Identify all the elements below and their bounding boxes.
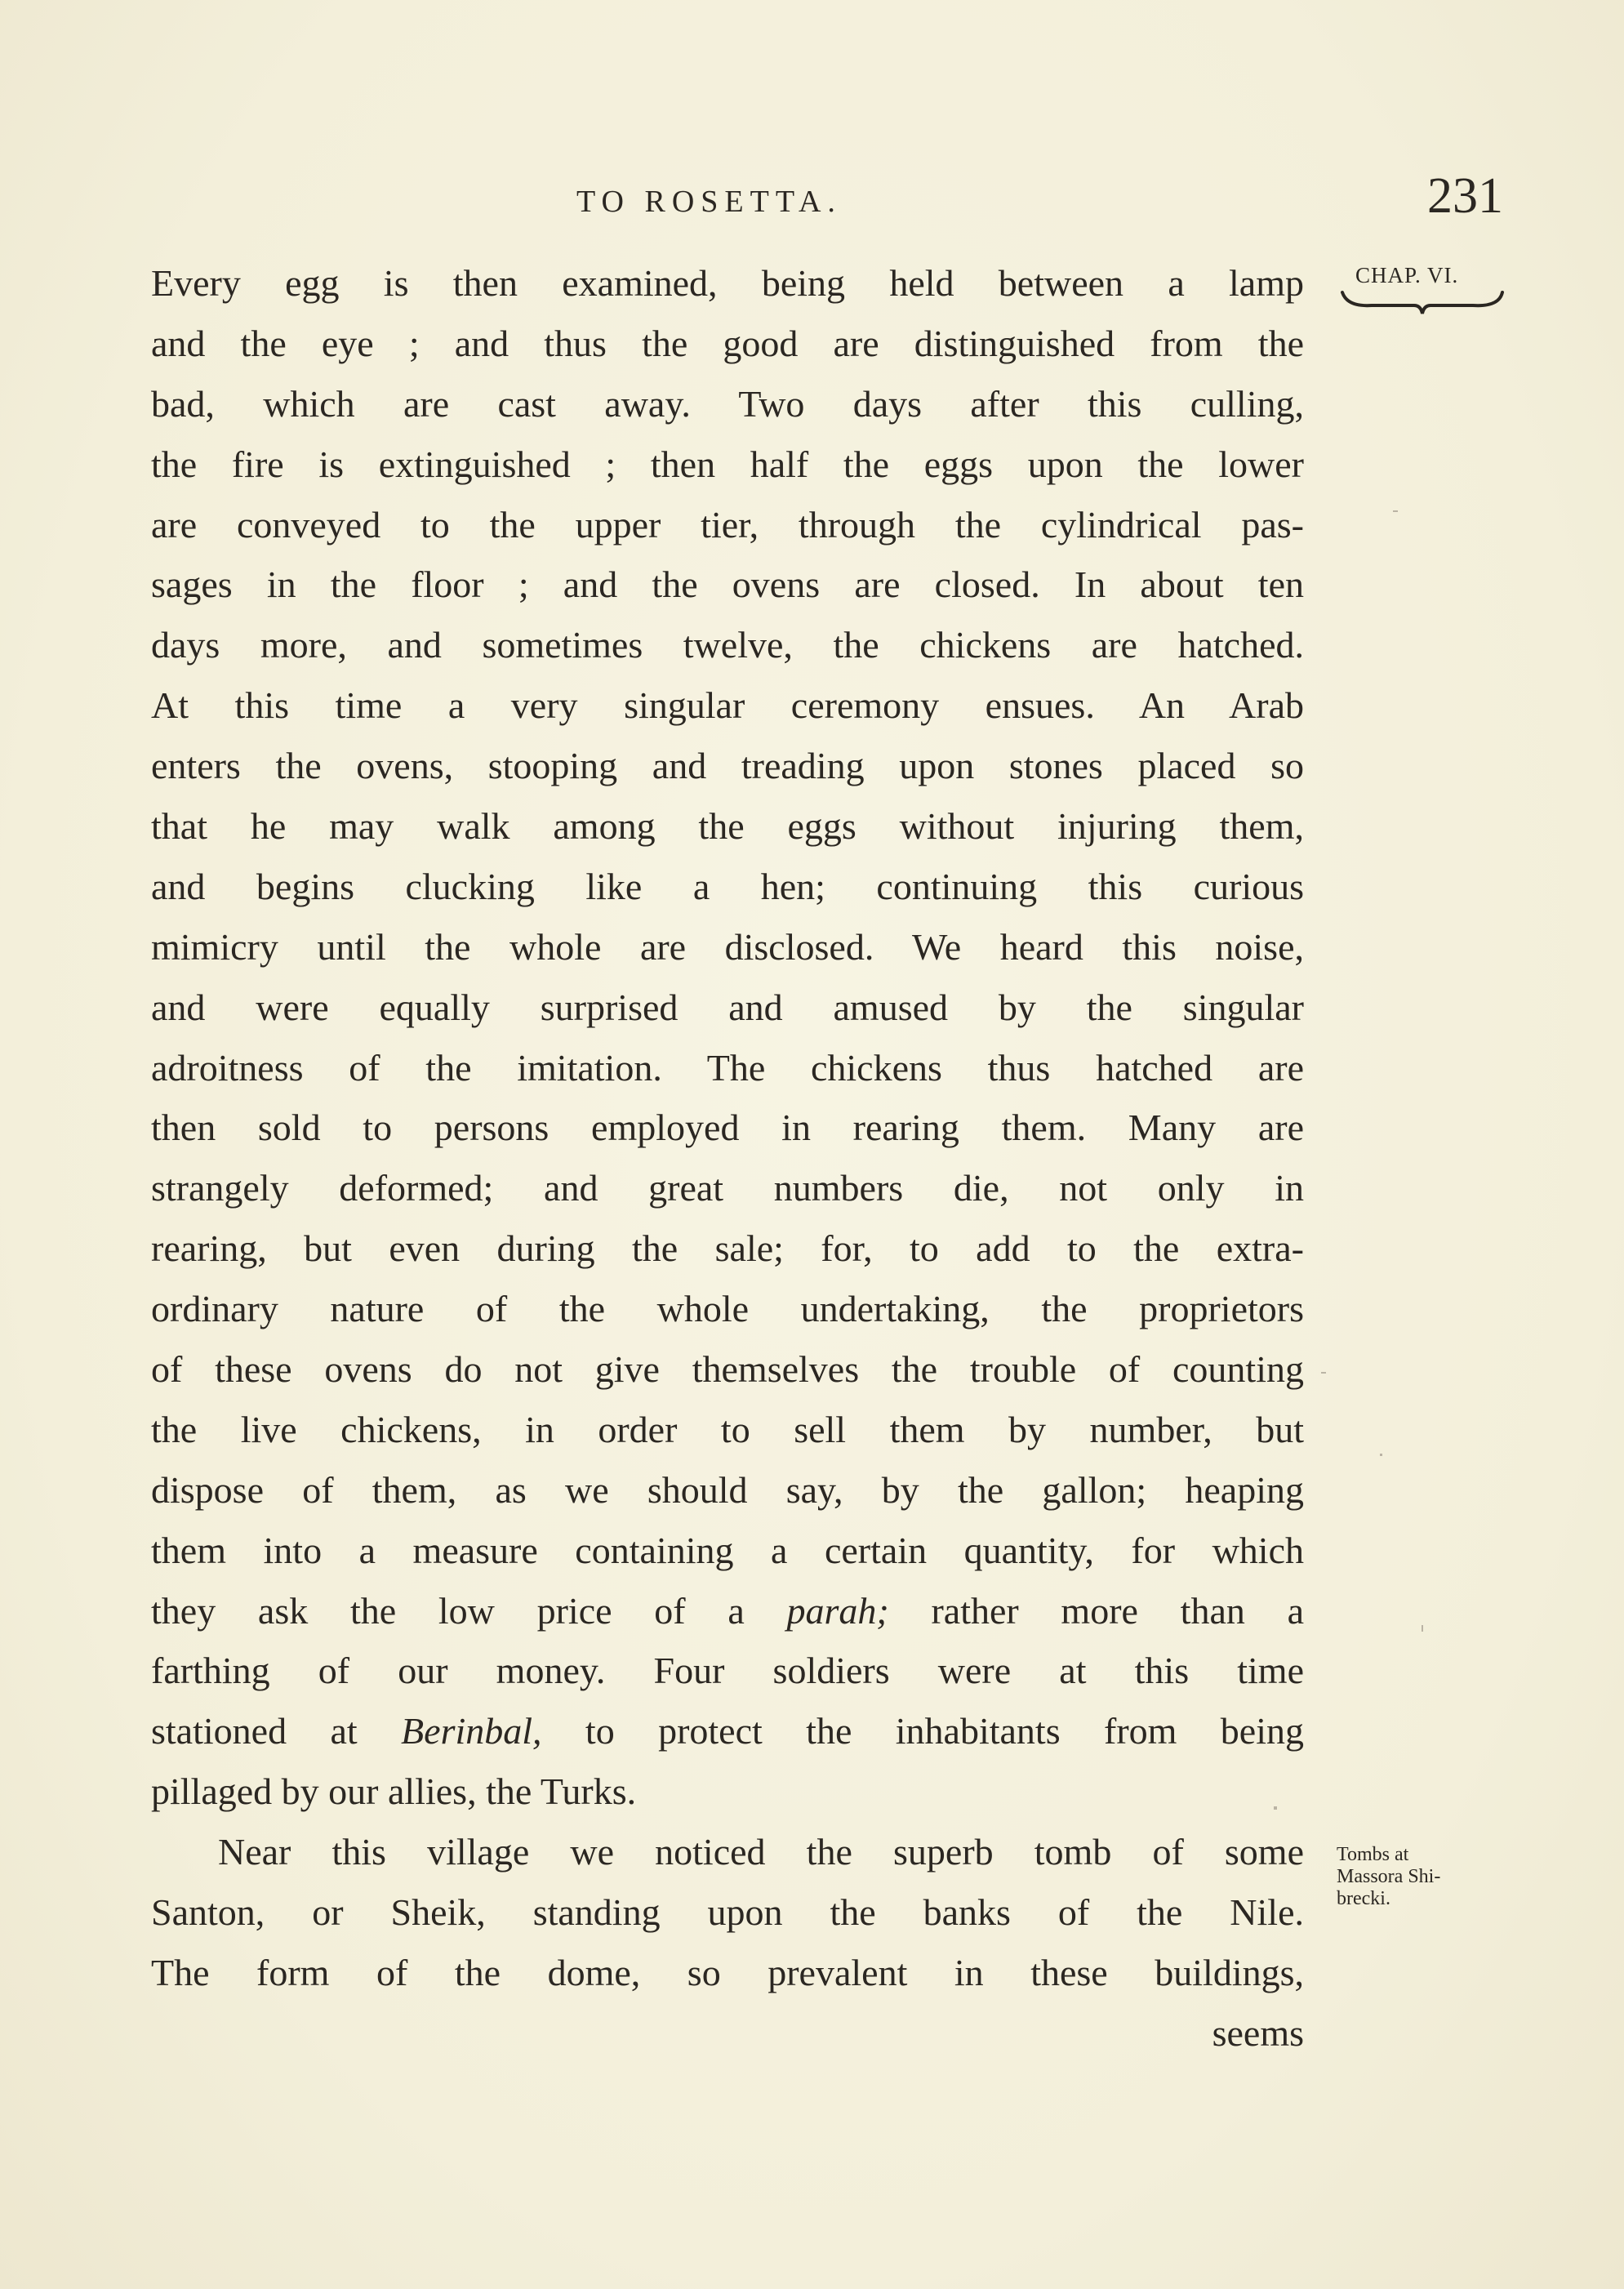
text-line: the fire is extinguished ; then half the eggs upon the lower	[151, 443, 1304, 485]
catchword: seems	[1212, 2011, 1304, 2054]
text-line: mimicry until the whole are disclosed. We heard this noise,	[151, 925, 1304, 968]
sidenote-line: brecki.	[1337, 1888, 1390, 1909]
text-line-with-italic	[151, 1701, 1304, 1761]
text-line: that he may walk among the eggs without injuring them,	[151, 805, 1304, 848]
text-line: Every egg is then examined, being held between a lamp	[151, 262, 1304, 304]
text-line: rearing, but even during the sale; for, to add to the extra-	[151, 1227, 1304, 1270]
text-line: Santon, or Sheik, standing upon the banks of the Nile.	[151, 1891, 1304, 1934]
text-line: and begins clucking like a hen; continuing this curious	[151, 865, 1304, 907]
brace-ornament-icon	[1339, 286, 1506, 322]
text-line: are conveyed to the upper tier, through the cylindrical pas-	[151, 503, 1304, 546]
text-line-with-italic	[151, 1581, 1304, 1641]
chapter-marginal-note: CHAP. VI.	[1355, 263, 1459, 287]
text-line: dispose of them, as we should say, by the gallon; heaping	[151, 1468, 1304, 1511]
text-line: of these ovens do not give themselves the trouble of counting	[151, 1348, 1304, 1391]
body-text	[151, 253, 1304, 2064]
italic-term-parah: parah;	[786, 1589, 889, 1632]
sidenote-line: Tombs at	[1337, 1844, 1409, 1865]
text-line: At this time a very singular ceremony ensues. An Arab	[151, 684, 1304, 727]
text-line: enters the ovens, stooping and treading upon stones placed so	[151, 745, 1304, 787]
paragraph-end-line: pillaged by our allies, the Turks.	[151, 1770, 637, 1813]
text-segment: to protect the inhabitants from being	[585, 1710, 1304, 1752]
italic-place-berinbal: Berinbal,	[401, 1710, 542, 1752]
text-line: ordinary nature of the whole undertaking, the proprietors	[151, 1288, 1304, 1330]
paper-speck	[1393, 510, 1398, 512]
text-line: adroitness of the imitation. The chickens thus hatched are	[151, 1046, 1304, 1089]
page-number: 231	[1427, 168, 1503, 224]
text-line: and the eye ; and thus the good are distinguished from the	[151, 322, 1304, 364]
paper-speck	[1422, 1625, 1423, 1632]
text-line: them into a measure containing a certain quantity, for which	[151, 1529, 1304, 1571]
paragraph-start-line: Near this village we noticed the superb tomb of some	[218, 1831, 1304, 1873]
text-line: and were equally surprised and amused by the singular	[151, 986, 1304, 1028]
text-line: then sold to persons employed in rearing them. Many are	[151, 1107, 1304, 1149]
text-segment: they ask the low price of a	[151, 1589, 745, 1632]
text-line: bad, which are cast away. Two days after this culling,	[151, 382, 1304, 425]
text-segment: stationed at	[151, 1710, 358, 1752]
text-line: sages in the floor ; and the ovens are closed. In about ten	[151, 563, 1304, 606]
text-line: The form of the dome, so prevalent in these buildings,	[151, 1951, 1304, 1993]
text-line: strangely deformed; and great numbers die, not only in	[151, 1167, 1304, 1209]
text-line: days more, and sometimes twelve, the chickens are hatched.	[151, 624, 1304, 666]
paper-speck	[1321, 1372, 1326, 1374]
paper-speck	[1380, 1454, 1382, 1456]
marginal-sidenote	[1337, 1844, 1440, 1910]
text-line: the live chickens, in order to sell them by number, but	[151, 1408, 1304, 1450]
paper-speck	[1274, 1806, 1277, 1810]
text-segment: rather more than a	[931, 1589, 1305, 1632]
text-line: farthing of our money. Four soldiers were at this time	[151, 1650, 1304, 1692]
sidenote-line: Massora Shi-	[1337, 1866, 1441, 1887]
running-head: TO ROSETTA.	[576, 185, 842, 219]
